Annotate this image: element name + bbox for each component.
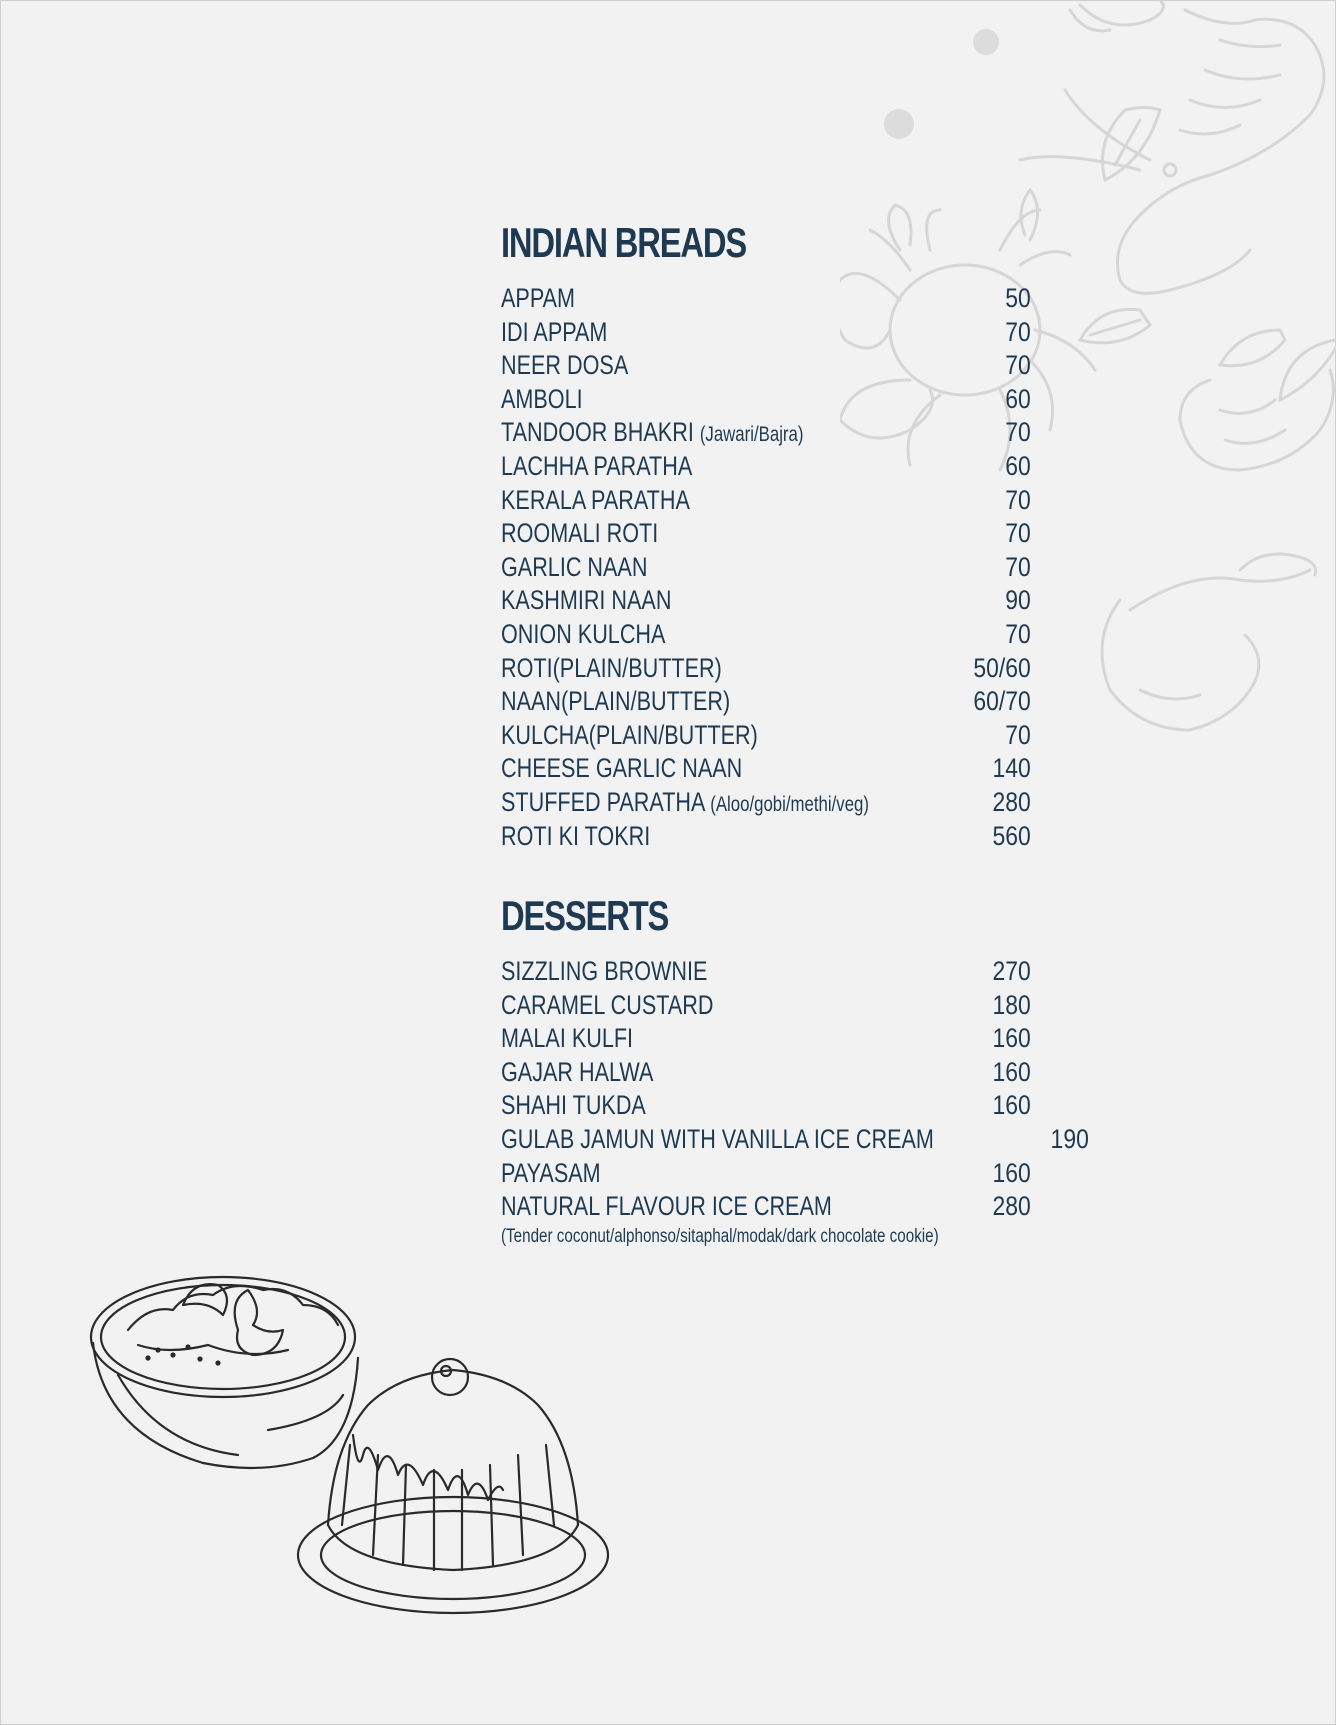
menu-item-price: 160 <box>992 1056 1031 1087</box>
menu-item <box>501 1022 1041 1056</box>
menu-item-price: 70 <box>1005 618 1031 649</box>
menu-item-name-text: TANDOOR BHAKRI <box>501 417 694 448</box>
menu-item-name-text: IDI APPAM <box>501 316 608 347</box>
menu-item-price: 180 <box>992 989 1031 1020</box>
menu-item-name-text: CARAMEL CUSTARD <box>501 989 714 1020</box>
menu-item-price: 70 <box>1005 484 1031 515</box>
menu-item-name-text: STUFFED PARATHA <box>501 786 705 817</box>
menu-item-name-text: ONION KULCHA <box>501 618 666 649</box>
menu-item-price: 160 <box>992 1023 1031 1054</box>
menu-item <box>501 752 1041 786</box>
menu-item-name-text: MALAI KULFI <box>501 1023 634 1054</box>
dessert-illustration <box>88 1255 628 1635</box>
menu-item-name <box>501 349 628 383</box>
menu-item <box>501 820 1041 854</box>
menu-item <box>501 584 1041 618</box>
menu-item <box>501 282 1041 316</box>
menu-item <box>501 786 1041 820</box>
menu-item <box>501 618 1041 652</box>
menu-item-name-text: AMBOLI <box>501 383 583 414</box>
menu-item <box>501 1089 1041 1123</box>
menu-item-price: 140 <box>992 753 1031 784</box>
menu-item-name-text: ROTI KI TOKRI <box>501 820 651 851</box>
menu-item <box>501 1190 1041 1224</box>
leaf-sketch-icon <box>1080 309 1150 342</box>
menu-item <box>501 349 1041 383</box>
section-title-desserts: DESSERTS <box>501 892 669 940</box>
menu-item-price: 60 <box>1005 383 1031 414</box>
ice-cream-flavours-note: (Tender coconut/alphonso/sitaphal/modak/dark chocolate cookie) <box>501 1225 939 1247</box>
menu-item-name-text: APPAM <box>501 283 576 313</box>
menu-item <box>501 685 1041 719</box>
menu-item <box>501 955 1041 989</box>
menu-item-price: 280 <box>992 1191 1031 1222</box>
menu-item-price: 60/70 <box>973 686 1031 717</box>
menu-item-name <box>501 282 575 316</box>
menu-item-name <box>501 786 869 822</box>
menu-item-name <box>501 719 758 753</box>
menu-item-name <box>501 1022 633 1056</box>
desserts-list <box>501 955 1089 1224</box>
menu-item-name <box>501 955 707 989</box>
menu-item-name-text: SHAHI TUKDA <box>501 1090 646 1121</box>
menu-item-price: 50/60 <box>973 652 1031 683</box>
menu-item <box>501 517 1041 551</box>
menu-item-name-text: NAAN(PLAIN/BUTTER) <box>501 686 731 717</box>
menu-item-name-text: NEER DOSA <box>501 350 629 381</box>
menu-item-price: 60 <box>1005 450 1031 481</box>
menu-item-price: 270 <box>992 956 1031 987</box>
menu-item-name-text: PAYASAM <box>501 1157 601 1188</box>
menu-item-price: 280 <box>992 786 1031 817</box>
menu-item-name-text: KASHMIRI NAAN <box>501 585 672 616</box>
menu-item-price: 50 <box>1005 283 1031 313</box>
menu-item <box>501 989 1041 1023</box>
shrimp-curled-sketch-icon <box>1102 370 1333 730</box>
menu-item-name <box>501 551 647 585</box>
menu-content <box>501 218 1089 1248</box>
menu-item-price: 70 <box>1005 350 1031 381</box>
menu-item-name-text: GARLIC NAAN <box>501 551 648 582</box>
menu-item <box>501 484 1041 518</box>
menu-item <box>501 551 1041 585</box>
menu-item-name-text: NATURAL FLAVOUR ICE CREAM <box>501 1191 832 1222</box>
menu-item-name <box>501 989 713 1023</box>
shrimp-sketch-icon <box>1020 10 1324 293</box>
menu-item-name-text: GAJAR HALWA <box>501 1056 654 1087</box>
desserts-section <box>501 891 1089 1248</box>
menu-item-name <box>501 1157 601 1191</box>
menu-item-name <box>501 1089 646 1123</box>
menu-item-name-text: ROTI(PLAIN/BUTTER) <box>501 652 722 683</box>
menu-item-name <box>501 1190 832 1224</box>
menu-item-name-text: KULCHA(PLAIN/BUTTER) <box>501 719 758 750</box>
menu-item-name-text: GULAB JAMUN WITH VANILLA ICE CREAM <box>501 1124 934 1155</box>
menu-item-name-text: KERALA PARATHA <box>501 484 690 515</box>
menu-item-name <box>501 316 607 350</box>
section-title-breads: INDIAN BREADS <box>501 219 747 266</box>
halwa-bowl-icon <box>91 1277 358 1468</box>
dot-icon <box>973 29 999 55</box>
menu-item-price: 70 <box>1005 417 1031 448</box>
menu-item-name <box>501 1056 653 1090</box>
menu-item-name <box>501 383 583 417</box>
menu-item <box>501 719 1041 753</box>
menu-item <box>501 1123 1089 1157</box>
menu-item-name <box>501 618 665 652</box>
menu-item-name <box>501 1123 934 1157</box>
shell-sketch-icon <box>1070 0 1163 31</box>
menu-item-price: 560 <box>992 820 1031 851</box>
menu-item-name <box>501 685 730 719</box>
menu-item <box>501 1056 1041 1090</box>
menu-item-name-text: ROOMALI ROTI <box>501 518 659 549</box>
menu-item-price: 70 <box>1005 551 1031 582</box>
menu-item-name <box>501 752 742 786</box>
menu-item-note: (Jawari/Bajra) <box>699 423 804 447</box>
menu-item <box>501 652 1041 686</box>
menu-item <box>501 416 1041 450</box>
menu-item <box>501 450 1041 484</box>
menu-item-name <box>501 584 671 618</box>
leaf-sketch-icon <box>1280 340 1336 400</box>
menu-item-name <box>501 517 658 551</box>
breads-list <box>501 282 1041 853</box>
menu-item-price: 190 <box>1050 1124 1089 1155</box>
menu-item-price: 70 <box>1005 719 1031 750</box>
menu-item-name <box>501 820 650 854</box>
menu-item <box>501 383 1041 417</box>
menu-item-name-text: CHEESE GARLIC NAAN <box>501 753 743 784</box>
menu-item <box>501 1157 1041 1191</box>
menu-item-price: 70 <box>1005 518 1031 549</box>
menu-item-name <box>501 652 722 686</box>
menu-item-price: 160 <box>992 1157 1031 1188</box>
menu-item-name-text: LACHHA PARATHA <box>501 450 693 481</box>
leaf-sketch-icon <box>1220 330 1285 366</box>
menu-item-name <box>501 450 692 484</box>
dot-icon <box>884 109 914 139</box>
pudding-icon <box>298 1359 608 1613</box>
menu-item-price: 90 <box>1005 585 1031 616</box>
menu-item-note: (Aloo/gobi/methi/veg) <box>710 792 869 816</box>
menu-item-name <box>501 484 690 518</box>
breads-section <box>501 218 1041 853</box>
menu-item <box>501 316 1041 350</box>
menu-item-price: 160 <box>992 1090 1031 1121</box>
menu-item-name-text: SIZZLING BROWNIE <box>501 956 708 987</box>
menu-item-price: 70 <box>1005 316 1031 347</box>
menu-item-name <box>501 416 803 452</box>
